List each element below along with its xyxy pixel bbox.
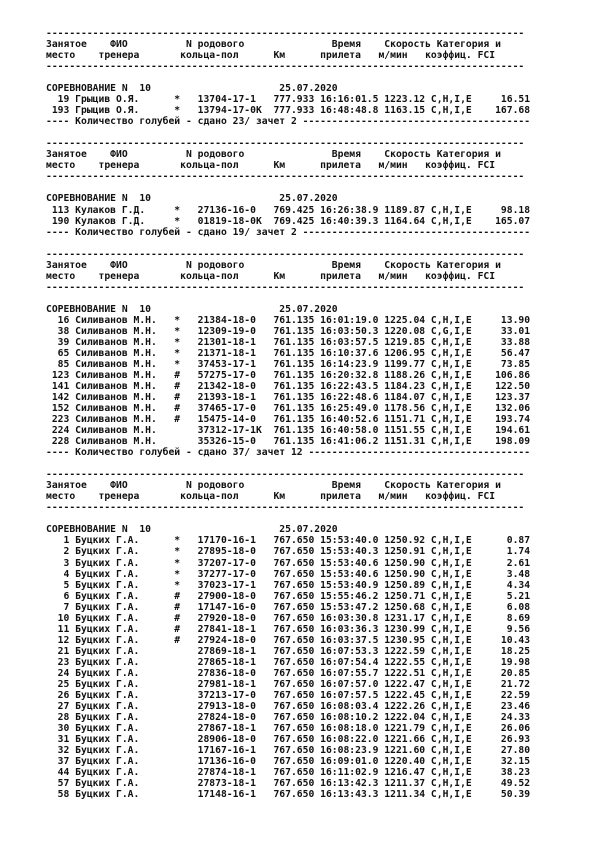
separator-line: ---------------------------------------------------------------------------------- (46, 469, 525, 481)
result-row: 23 Буцких Г.А. 27865-18-1 767.650 16:07:54.4 1222.55 C,H,I,E 19.98 (46, 656, 531, 668)
result-row: 25 Буцких Г.А. 27981-18-1 767.650 16:07:57.0 1222.47 C,H,I,E 21.72 (46, 678, 531, 690)
result-row: 16 Силиванов М.Н. * 21384-18-0 761.135 16:01:19.0 1225.04 C,H,I,E 13.90 (46, 314, 531, 326)
result-row: 190 Кулаков Г.Д. * 01819-18-0K 769.425 16:40:39.3 1164.64 C,H,I,E 165.07 (46, 215, 531, 227)
blank-line (46, 238, 530, 249)
separator-line: ---------------------------------------------------------------------------------- (46, 138, 525, 150)
result-row: 223 Силиванов М.Н. # 15475-14-0 761.135 16:40:52.6 1151.71 C,H,I,E 193.74 (46, 414, 531, 426)
competition-line: СОРЕВНОВАНИЕ N 10 25.07.2020 (46, 83, 338, 95)
result-row: 11 Буцких Г.А. # 27841-18-1 767.650 16:03:36.3 1230.99 C,H,I,E 9.56 (46, 623, 531, 635)
blank-line (46, 293, 530, 304)
result-row: 141 Силиванов М.Н. # 21342-18-0 761.135 16:22:43.5 1184.23 C,H,I,E 122.50 (46, 381, 531, 392)
results-sheet (46, 28, 530, 800)
column-header-line: место тренера кольца-пол Км прилета м/мин коэффиц. FCI (46, 270, 496, 282)
blank-line (46, 127, 530, 138)
separator-line: ---------------------------------------------------------------------------------- (46, 171, 525, 183)
column-header-line: место тренера кольца-пол Км прилета м/мин коэффиц. FCI (46, 160, 496, 172)
summary-line: ---- Количество голубей - сдано 23/ зачет 2 --------------------------------------- (46, 116, 531, 128)
separator-line: ---------------------------------------------------------------------------------- (46, 502, 525, 514)
result-row: 26 Буцких Г.А. 37213-17-0 767.650 16:07:57.5 1222.45 C,H,I,E 22.59 (46, 689, 531, 701)
result-row: 85 Силиванов М.Н. * 37453-17-1 761.135 16:14:23.9 1199.77 C,H,I,E 73.85 (46, 358, 531, 370)
result-row: 228 Силиванов М.Н. 35326-15-0 761.135 16:41:06.2 1151.31 C,H,I,E 198.09 (46, 436, 531, 448)
result-row: 142 Силиванов М.Н. # 21393-18-1 761.135 16:22:48.6 1184.07 C,H,I,E 123.37 (46, 392, 531, 404)
result-row: 4 Буцких Г.А. * 37277-17-0 767.650 15:53:40.6 1250.90 C,H,I,E 3.48 (46, 568, 531, 580)
result-row: 31 Буцких Г.А. 28906-18-0 767.650 16:08:22.0 1221.66 C,H,I,E 26.93 (46, 734, 531, 745)
result-row: 58 Буцких Г.А. 17148-16-1 767.650 16:13:43.3 1211.34 C,H,I,E 50.39 (46, 789, 531, 801)
separator-line: ---------------------------------------------------------------------------------- (46, 248, 525, 260)
column-header-line: Занятое ФИО N родового Время Скорость Категория и (46, 259, 501, 271)
result-row: 65 Силиванов М.Н. * 21371-18-1 761.135 16:10:37.6 1206.95 C,H,I,E 56.47 (46, 347, 531, 359)
blank-line (46, 182, 530, 193)
result-row: 3 Буцких Г.А. * 37207-17-0 767.650 15:53:40.6 1250.90 C,H,I,E 2.61 (46, 557, 531, 569)
blank-line (46, 458, 530, 469)
separator-line: ---------------------------------------------------------------------------------- (46, 281, 525, 293)
summary-line: ---- Количество голубей - сдано 37/ зачет 12 -------------------------------------- (46, 447, 531, 459)
result-row: 152 Силиванов М.Н. # 37465-17-0 761.135 16:25:49.0 1178.56 C,H,I,E 132.06 (46, 403, 531, 415)
blank-line (46, 513, 530, 524)
summary-line: ---- Количество голубей - сдано 19/ зачет 2 --------------------------------------- (46, 226, 531, 238)
result-row: 123 Силиванов М.Н. # 57275-17-0 761.135 16:20:32.8 1188.26 C,H,I,E 106.86 (46, 369, 531, 381)
result-row: 2 Буцких Г.А. * 27895-18-0 767.650 15:53:40.3 1250.91 C,H,I,E 1.74 (46, 546, 531, 558)
result-row: 19 Грыцив О.Я. * 13704-17-1 777.933 16:16:01.5 1223.12 C,H,I,E 16.51 (46, 94, 531, 106)
column-header-line: место тренера кольца-пол Км прилета м/мин коэффиц. FCI (46, 491, 496, 503)
result-row: 57 Буцких Г.А. 27873-18-1 767.650 16:13:42.3 1211.37 C,H,I,E 49.52 (46, 778, 531, 790)
separator-line: ---------------------------------------------------------------------------------- (46, 61, 525, 73)
result-row: 113 Кулаков Г.Д. * 27136-16-0 769.425 16:26:38.9 1189.87 C,H,I,E 98.18 (46, 204, 531, 216)
result-row: 39 Силиванов М.Н. * 21301-18-1 761.135 16:03:57.5 1219.85 C,H,I,E 33.88 (46, 336, 531, 348)
competition-line: СОРЕВНОВАНИЕ N 10 25.07.2020 (46, 193, 338, 205)
result-row: 32 Буцких Г.А. 17167-16-1 767.650 16:08:23.9 1221.60 C,H,I,E 27.80 (46, 745, 531, 757)
result-row: 1 Буцких Г.А. * 17170-16-1 767.650 15:53:40.0 1250.92 C,H,I,E 0.87 (46, 535, 531, 547)
result-row: 24 Буцких Г.А. 27836-18-0 767.650 16:07:55.7 1222.51 C,H,I,E 20.85 (46, 667, 531, 679)
result-row: 5 Буцких Г.А. * 37023-17-1 767.650 15:53:40.9 1250.89 C,H,I,E 4.34 (46, 579, 531, 591)
column-header-line: место тренера кольца-пол Км прилета м/мин коэффиц. FCI (46, 50, 496, 62)
result-row: 6 Буцких Г.А. # 27900-18-0 767.650 15:55:46.2 1250.71 C,H,I,E 5.21 (46, 590, 531, 602)
result-row: 44 Буцких Г.А. 27874-18-1 767.650 16:11:02.9 1216.47 C,H,I,E 38.23 (46, 767, 531, 779)
column-header-line: Занятое ФИО N родового Время Скорость Категория и (46, 39, 501, 51)
result-row: 12 Буцких Г.А. # 27924-18-0 767.650 16:03:37.5 1230.95 C,H,I,E 10.43 (46, 634, 531, 646)
result-row: 37 Буцких Г.А. 17136-16-0 767.650 16:09:01.0 1220.40 C,H,I,E 32.15 (46, 756, 531, 768)
result-row: 193 Грыцив О.Я. * 13794-17-0K 777.933 16:48:48.8 1163.15 C,H,I,E 167.68 (46, 105, 531, 117)
result-row: 21 Буцких Г.А. 27869-18-1 767.650 16:07:53.3 1222.59 C,H,I,E 18.25 (46, 645, 531, 657)
result-row: 224 Силиванов М.Н. 37312-17-1K 761.135 16:40:58.0 1151.55 C,H,I,E 194.61 (46, 425, 531, 437)
column-header-line: Занятое ФИО N родового Время Скорость Категория и (46, 149, 501, 161)
result-row: 7 Буцких Г.А. # 17147-16-0 767.650 15:53:47.2 1250.68 C,H,I,E 6.08 (46, 601, 531, 613)
separator-line: ---------------------------------------------------------------------------------- (46, 28, 525, 39)
result-row: 38 Силиванов М.Н. * 12309-19-0 761.135 16:03:50.3 1220.08 C,G,I,E 33.01 (46, 325, 531, 337)
result-row: 30 Буцких Г.А. 27867-18-1 767.650 16:08:18.0 1221.79 C,H,I,E 26.06 (46, 722, 531, 734)
result-row: 28 Буцких Г.А. 27824-18-0 767.650 16:08:10.2 1222.04 C,H,I,E 24.33 (46, 711, 531, 723)
column-header-line: Занятое ФИО N родового Время Скорость Категория и (46, 480, 501, 492)
result-row: 27 Буцких Г.А. 27913-18-0 767.650 16:08:03.4 1222.26 C,H,I,E 23.46 (46, 700, 531, 712)
result-row: 10 Буцких Г.А. # 27920-18-0 767.650 16:03:30.8 1231.17 C,H,I,E 8.69 (46, 612, 531, 624)
competition-line: СОРЕВНОВАНИЕ N 10 25.07.2020 (46, 303, 338, 315)
blank-line (46, 72, 530, 83)
competition-line: СОРЕВНОВАНИЕ N 10 25.07.2020 (46, 524, 338, 536)
